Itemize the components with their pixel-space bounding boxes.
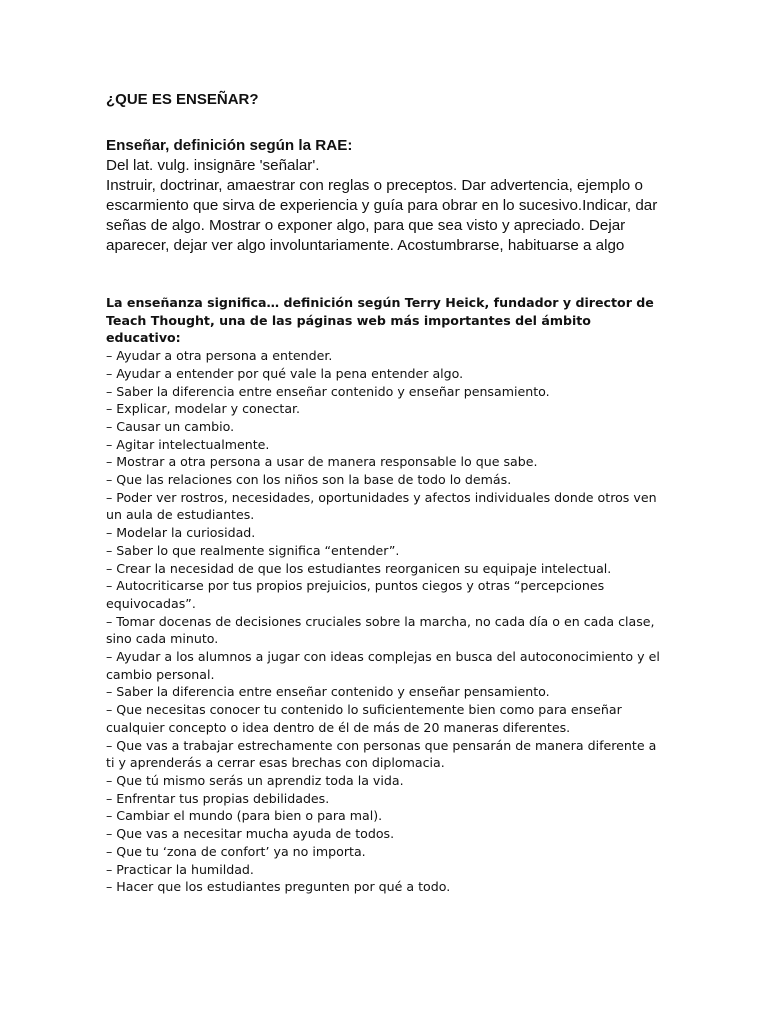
list-item: – Que tú mismo serás un aprendiz toda la vida. — [106, 772, 404, 788]
list-item: – Modelar la curiosidad. — [106, 525, 256, 541]
list-item: – Poder ver rostros, necesidades, oportunidades y afectos individuales donde otros ven un aula de estudiantes. — [106, 489, 657, 523]
list-item: – Crear la necesidad de que los estudiantes reorganicen su equipaje intelectual. — [106, 560, 612, 576]
list-item: – Que vas a necesitar mucha ayuda de todos. — [106, 826, 395, 842]
list-item: – Cambiar el mundo (para bien o para mal). — [106, 808, 383, 824]
heick-definition-section — [106, 294, 666, 896]
list-item: – Que vas a trabajar estrechamente con personas que pensarán de manera diferente a ti y aprenderás a cerrar esas brechas con diplomacia. — [106, 737, 657, 771]
list-item: – Explicar, modelar y conectar. — [106, 401, 301, 417]
list-item: – Ayudar a entender por qué vale la pena entender algo. — [106, 365, 464, 381]
list-item: – Practicar la humildad. — [106, 861, 254, 877]
page-title: ¿QUE ES ENSEÑAR? — [106, 91, 259, 108]
list-item: – Causar un cambio. — [106, 418, 235, 434]
list-item: – Saber lo que realmente significa “entender”. — [106, 542, 400, 558]
list-item: – Hacer que los estudiantes pregunten por qué a todo. — [106, 879, 451, 895]
list-item: – Enfrentar tus propias debilidades. — [106, 790, 330, 806]
list-item: – Que necesitas conocer tu contenido lo suficientemente bien como para enseñar cualquier concepto o idea dentro de él de más de 20 maneras diferentes. — [106, 702, 622, 735]
list-item: – Saber la diferencia entre enseñar contenido y enseñar pensamiento. — [106, 684, 550, 700]
list-item: – Ayudar a los alumnos a jugar con ideas complejas en busca del autoconocimiento y el cambio personal. — [106, 649, 660, 682]
rae-heading: Enseñar, definición según la RAE: — [106, 137, 353, 154]
rae-definition-text: Instruir, doctrinar, amaestrar con reglas o preceptos. Dar advertencia, ejemplo o escarmiento que sirva de experiencia y guía para obrar en lo sucesivo.Indicar, dar señas de algo. Mostrar o exponer algo, para que sea visto y apreciado. Dejar aparecer, dejar ver algo involuntariamente. Acostumbrarse, habituarse a algo — [106, 177, 658, 254]
list-item: – Autocriticarse por tus propios prejuicios, puntos ciegos y otras “percepciones equivocadas”. — [106, 578, 605, 611]
list-item: – Que las relaciones con los niños son la base de todo lo demás. — [106, 472, 512, 488]
list-item: – Ayudar a otra persona a entender. — [106, 348, 333, 364]
rae-definition-section — [106, 136, 666, 256]
list-item: – Que tu ‘zona de confort’ ya no importa. — [106, 843, 366, 859]
list-item: – Tomar docenas de decisiones cruciales sobre la marcha, no cada día o en cada clase, sino cada minuto. — [106, 613, 655, 647]
heick-list — [106, 347, 666, 896]
list-item: – Saber la diferencia entre enseñar contenido y enseñar pensamiento. — [106, 383, 550, 399]
list-item: – Agitar intelectualmente. — [106, 436, 270, 452]
heick-heading: La enseñanza significa… definición según Terry Heick, fundador y director de Teach Thought, una de las páginas web más importantes del ámbito educativo: — [106, 295, 654, 346]
document-page — [106, 90, 666, 896]
list-item: – Mostrar a otra persona a usar de manera responsable lo que sabe. — [106, 454, 538, 470]
rae-etymology: Del lat. vulg. insignāre 'señalar'. — [106, 157, 320, 174]
